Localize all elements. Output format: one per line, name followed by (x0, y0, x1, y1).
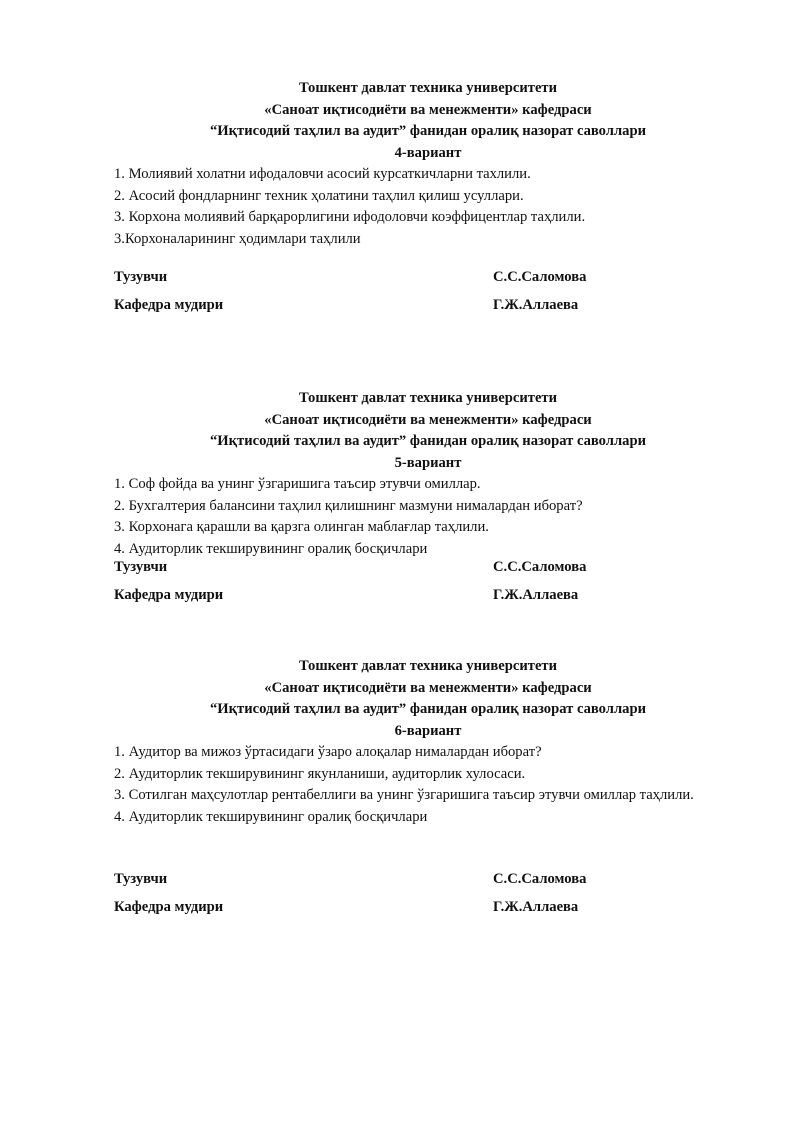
compiler-name: С.С.Саломова (493, 269, 587, 285)
signature-head (114, 297, 742, 317)
university-title: Тошкент давлат техника университети (298, 80, 558, 96)
signature-compiler (114, 871, 742, 891)
department-title: «Саноат иқтисодиёти ва менежменти» кафедраси (264, 679, 592, 696)
subject-title: “Иқтисодий таҳлил ва аудит” фанидан оралиқ назорат саволлари (210, 123, 646, 139)
university-title: Тошкент давлат техника университети (298, 390, 558, 406)
compiler-label: Тузувчи (114, 559, 168, 575)
question-item: 3. Корхона молиявий барқарорлигини ифодоловчи коэффицентлар таҳлили. (114, 209, 586, 225)
variant-number: 6-вариант (394, 722, 462, 739)
question-item: 3.Корхоналарининг ҳодимлари таҳлили (114, 230, 361, 247)
question-item: 4. Аудиторлик текширувининг оралиқ босқичлари (114, 540, 428, 557)
variant-block-6 (114, 656, 742, 915)
subject-title: “Иқтисодий таҳлил ва аудит” фанидан оралиқ назорат саволлари (210, 701, 646, 717)
variant-block-4 (114, 78, 742, 313)
variant-number: 5-вариант (394, 454, 462, 471)
compiler-name: С.С.Саломова (493, 559, 587, 575)
head-label: Кафедра мудири (114, 587, 224, 603)
question-item: 1. Аудитор ва мижоз ўртасидаги ўзаро алоқалар нималардан иборат? (114, 744, 542, 760)
question-item: 3. Корхонага қарашли ва қарзга олинган маблағлар таҳлили. (114, 519, 489, 535)
department-title: «Саноат иқтисодиёти ва менежменти» кафедраси (264, 101, 592, 118)
signature-compiler (114, 559, 742, 579)
compiler-label: Тузувчи (114, 269, 168, 285)
question-item: 3. Сотилган маҳсулотлар рентабеллиги ва унинг ўзгаришига таъсир этувчи омиллар таҳлили. (114, 787, 694, 803)
question-item: 1. Молиявий холатни ифодаловчи асосий курсаткичларни тахлили. (114, 166, 531, 182)
university-title: Тошкент давлат техника университети (298, 658, 558, 674)
signature-head (114, 587, 742, 607)
question-item: 2. Аудиторлик текширувининг якунланиши, аудиторлик хулосаси. (114, 765, 526, 782)
compiler-label: Тузувчи (114, 871, 168, 887)
signature-head (114, 899, 742, 919)
department-title: «Саноат иқтисодиёти ва менежменти» кафедраси (264, 411, 592, 428)
variant-block-5 (114, 388, 742, 603)
head-label: Кафедра мудири (114, 297, 224, 313)
signature-compiler (114, 269, 742, 289)
head-label: Кафедра мудири (114, 899, 224, 915)
head-name: Г.Ж.Аллаева (493, 297, 579, 313)
question-item: 1. Соф фойда ва унинг ўзгаришига таъсир этувчи омиллар. (114, 476, 481, 492)
subject-title: “Иқтисодий таҳлил ва аудит” фанидан оралиқ назорат саволлари (210, 433, 646, 449)
compiler-name: С.С.Саломова (493, 871, 587, 887)
question-item: 2. Бухгалтерия балансини таҳлил қилишнинг мазмуни нималардан иборат? (114, 497, 583, 514)
head-name: Г.Ж.Аллаева (493, 899, 579, 915)
question-item: 4. Аудиторлик текширувининг оралиқ босқичлари (114, 808, 428, 825)
head-name: Г.Ж.Аллаева (493, 587, 579, 603)
question-item: 2. Асосий фондларнинг техник ҳолатини таҳлил қилиш усуллари. (114, 187, 524, 204)
variant-number: 4-вариант (394, 144, 462, 161)
